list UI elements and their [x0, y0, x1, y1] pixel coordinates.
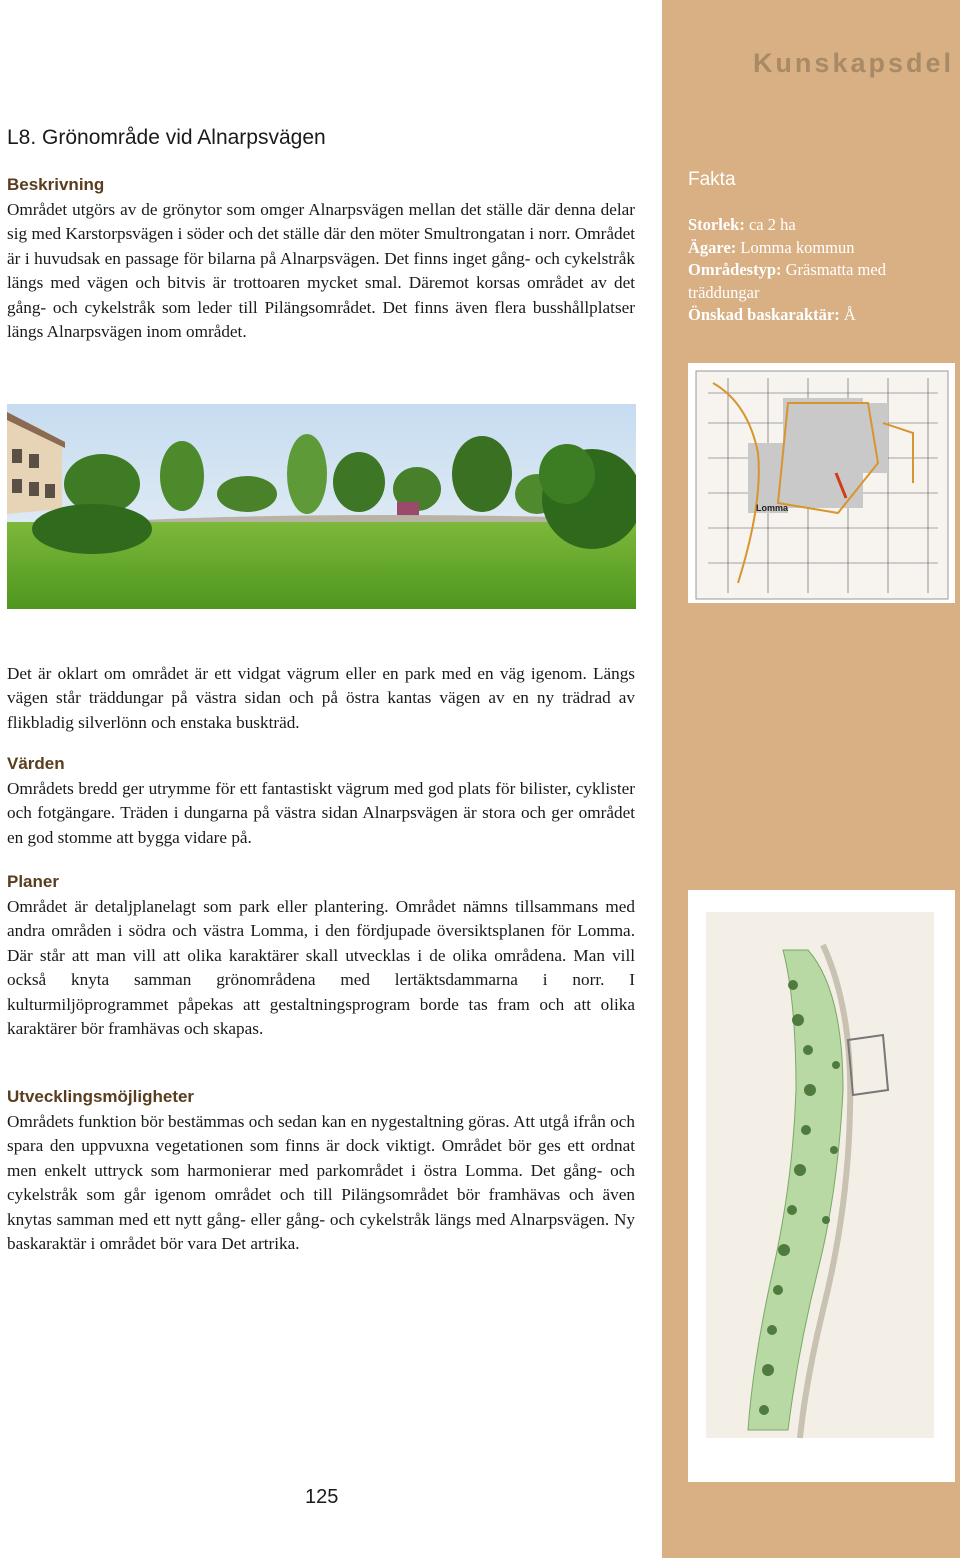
utveckling-heading: Utvecklingsmöjligheter [7, 1087, 195, 1106]
fakta-item: Ägare: Lomma kommun [688, 237, 855, 257]
utveckling-text: Områdets funktion bör bestämmas och sedan kan en nygestaltning göras. Att utgå ifrån och spara den uppvuxna vegetationen som finns är dock viktigt. Området bör ges ett ordnat men enkelt uttryck som harmonierar med parkområdet i östra Lomma. Det gång- och cykelstråk som går igenom området och till Pilängsområdet bör framhävas och även knytas samman med ett nytt gång- eller gång- och cykelstråk längs med Alnarpsvägen. Ny baskaraktär i området bör vara Det artrika. [7, 1112, 635, 1254]
plan-sketch [688, 890, 955, 1482]
beskrivning-text: Området utgörs av de grönytor som omger Alnarpsvägen mellan det ställe där denna delar sig med Karstorpsvägen i söder och det ställe där den möter Smultrongatan i norr. Området är i huvudsak en passage för bilarna på Alnarpsvägen. Det finns inget gång- och cykelstråk längs med vägen och bitvis är trottoaren mycket smal. Däremot korsas området av det gång- och cykelstråk som leder till Pilängsområdet. Det finns även flera busshållplatser längs Alnarpsvägen inom området. [7, 200, 635, 342]
fakta-heading: Fakta [688, 169, 736, 190]
location-map [688, 363, 955, 603]
varden-heading: Värden [7, 754, 65, 773]
planer-heading: Planer [7, 872, 59, 891]
fakta-item: Storlek: ca 2 ha [688, 215, 796, 234]
fakta-item: Önskad baskaraktär: Å [688, 305, 856, 324]
page-number: 125 [305, 1486, 339, 1508]
fakta-list [688, 214, 943, 327]
intro-text: Det är oklart om området är ett vidgat vägrum eller en park med en väg igenom. Längs vägen står träddungar på västra sidan och på östra kantas vägen av en ny trädrad av flikbladig silverlönn och enstaka buskträd. [7, 664, 635, 732]
section-title: Kunskapsdel [752, 48, 954, 78]
map-drawing [688, 363, 955, 603]
fakta-item: Områdestyp: Gräsmatta med träddungar [688, 260, 886, 302]
park-photo [7, 404, 636, 609]
page-title: L8. Grönområde vid Alnarpsvägen [7, 126, 326, 149]
beskrivning-heading: Beskrivning [7, 175, 105, 194]
planer-text: Området är detaljplanelagt som park eller plantering. Området nämns tillsammans med andra områden i södra och västra Lomma, i den fördjupade översiktsplanen för Lomma. Där står att man vill att olika karaktärer skall utvecklas i de olika områdena. Man vill också knyta samman grönområdena med lertäktsdammarna i norr. I kulturmiljöprogrammet påpekas att gestaltningsprogram borde tas fram och att olika karaktärer bör framhävas och skapas. [7, 897, 635, 1039]
varden-text: Områdets bredd ger utrymme för ett fantastiskt vägrum med god plats för bilister, cyklister och fotgängare. Träden i dungarna på västra sidan Alnarpsvägen är stora och ger området en god stomme att bygga vidare på. [7, 779, 635, 847]
plan-drawing [688, 890, 955, 1482]
map-label: Lomma [756, 503, 789, 513]
